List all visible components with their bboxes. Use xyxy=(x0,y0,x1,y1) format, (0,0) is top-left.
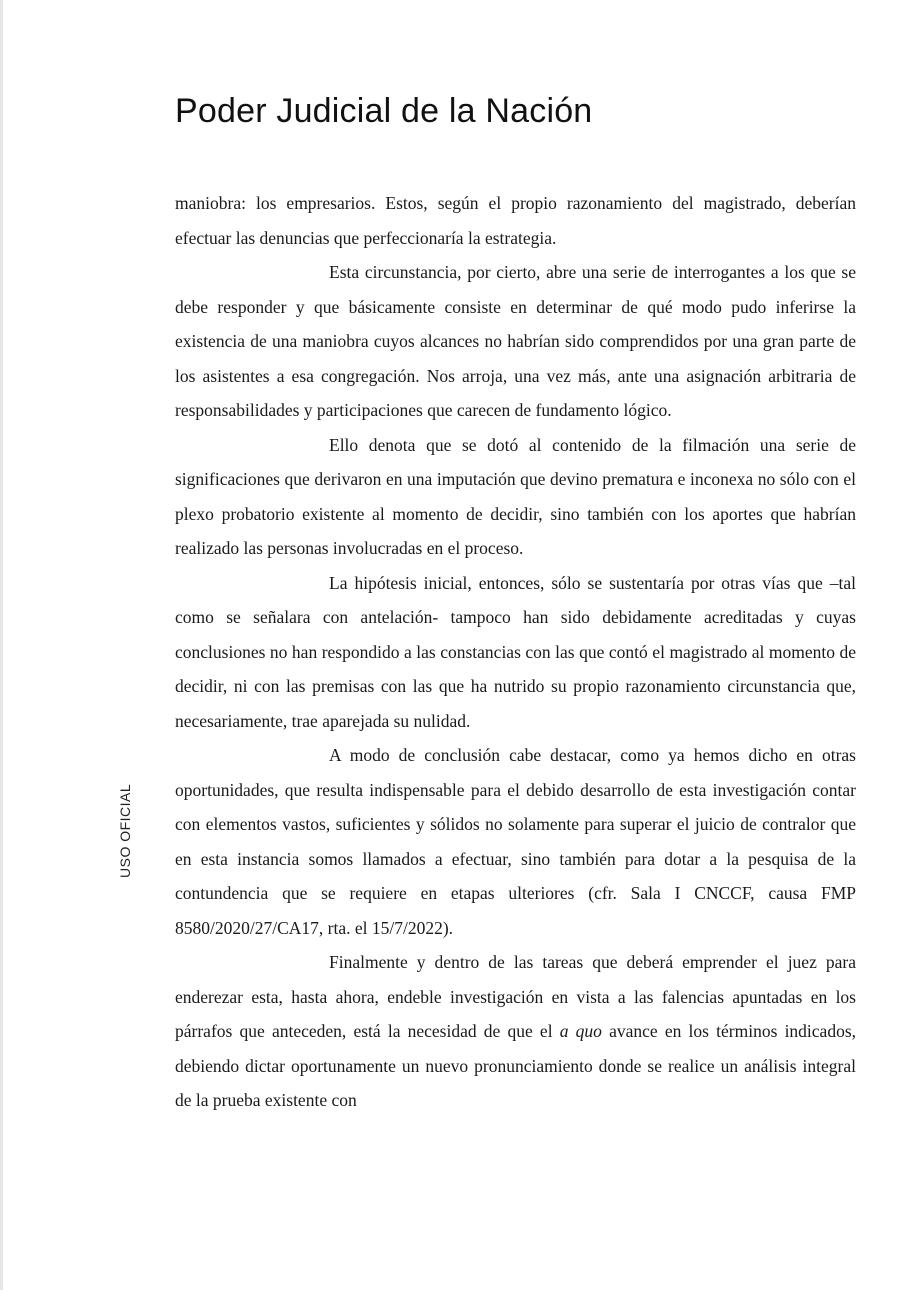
paragraph-text: avance en los términos indicados, debiendo dictar oportunamente un nuevo pronunciamiento donde se realice un análisis integral de la prueba existente con xyxy=(175,1021,857,1110)
paragraph: La hipótesis inicial, entonces, sólo se sustentaría por otras vías que –tal como se señalara con antelación- tampoco han sido debidamente acreditadas y cuyas conclusiones no han respondido a las constancias con las que contó el magistrado al momento de decidir, ni con las premisas con las que ha nutrido su propio razonamiento circunstancia que, necesariamente, trae aparejada su nulidad. xyxy=(175,572,856,731)
paragraph-text: Finalmente y dentro de las tareas que deberá emprender el juez para enderezar esta, hasta ahora, endeble investigación en vista a las falencias apuntadas en los párrafos que anteceden, está la necesidad de que el xyxy=(175,952,856,1041)
paragraph: A modo de conclusión cabe destacar, como ya hemos dicho en otras oportunidades, que resulta indispensable para el debido desarrollo de esta investigación contar con elementos vastos, suficientes y sólidos no solamente para superar el juicio de contralor que en esta instancia somos llamados a efectuar, sino también para dotar a la pesquisa de la contundencia que se requiere en etapas ulteriores (cfr. Sala I CNCCF, causa FMP 8580/2020/27/CA17, rta. el 15/7/2022). xyxy=(175,745,856,938)
margin-label: USO OFICIAL xyxy=(117,783,133,878)
paragraph-final xyxy=(175,945,856,1118)
latin-term: a quo xyxy=(559,1021,602,1041)
document-body xyxy=(175,186,856,1118)
paragraph-continuation: maniobra: los empresarios. Estos, según el propio razonamiento del magistrado, deberían efectuar las denuncias que perfeccionaría la estrategia. xyxy=(175,193,856,248)
paragraph: Esta circunstancia, por cierto, abre una serie de interrogantes a los que se debe responder y que básicamente consiste en determinar de qué modo pudo inferirse la existencia de una maniobra cuyos alcances no habrían sido comprendidos por una gran parte de los asistentes a esa congregación. Nos arroja, una vez más, ante una asignación arbitraria de responsabilidades y participaciones que carecen de fundamento lógico. xyxy=(175,262,856,420)
paragraph: Ello denota que se dotó al contenido de la filmación una serie de significaciones que derivaron en una imputación que devino prematura e inconexa no sólo con el plexo probatorio existente al momento de decidir, sino también con los aportes que habrían realizado las personas involucradas en el proceso. xyxy=(175,434,856,558)
page-header-title: Poder Judicial de la Nación xyxy=(175,92,593,130)
page-left-edge xyxy=(0,0,3,1290)
